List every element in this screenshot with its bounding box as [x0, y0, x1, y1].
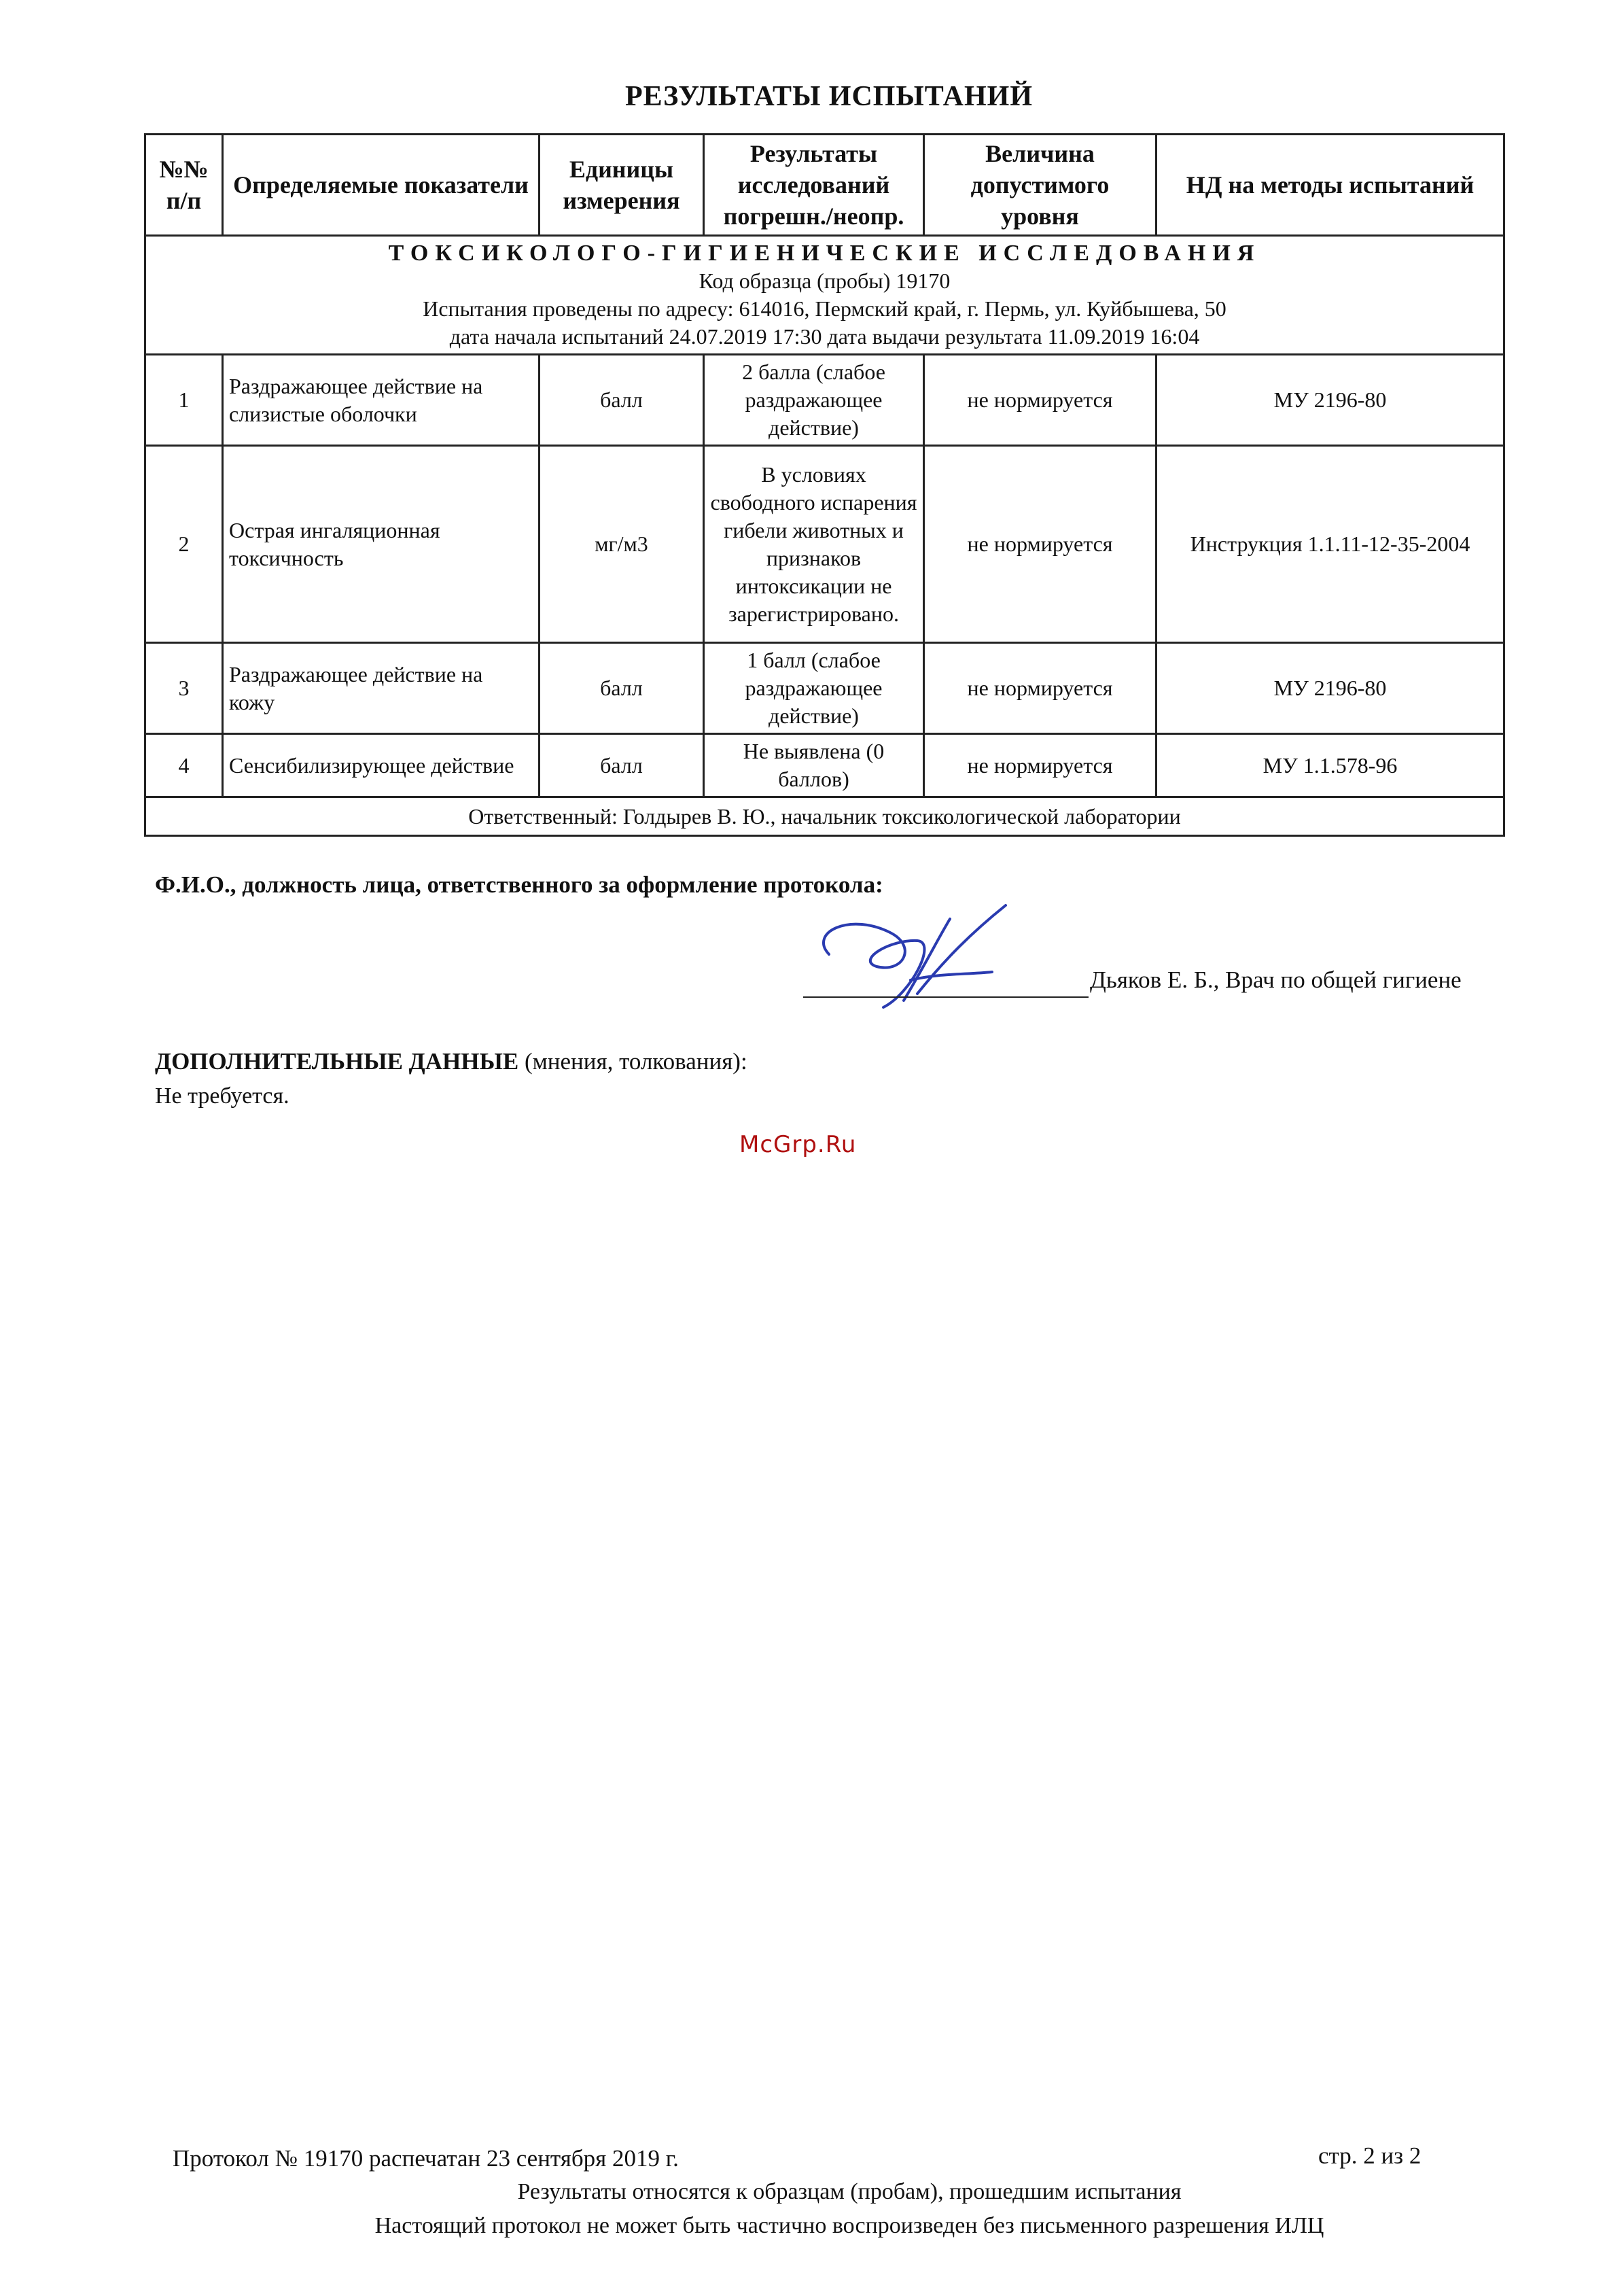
test-dates: дата начала испытаний 24.07.2019 17:30 дата выдачи результата 11.09.2019 16:04	[449, 324, 1200, 349]
sample-code: Код образца (пробы) 19170	[699, 268, 951, 293]
row-indicator: Сенсибилизирующее действие	[223, 734, 540, 797]
fio-label: Ф.И.О., должность лица, ответственного за оформление протокола:	[155, 871, 883, 898]
row-method: МУ 2196-80	[1156, 355, 1504, 446]
extra-data-heading	[155, 1048, 747, 1075]
responsible-row	[145, 797, 1504, 836]
row-method: МУ 1.1.578-96	[1156, 734, 1504, 797]
row-limit: не нормируется	[924, 355, 1156, 446]
row-unit: балл	[540, 355, 704, 446]
test-address: Испытания проведены по адресу: 614016, Пермский край, г. Пермь, ул. Куйбышева, 50	[423, 296, 1226, 321]
signature-image	[802, 892, 1033, 1021]
row-unit: балл	[540, 734, 704, 797]
header-results: Результаты исследований погрешн./неопр.	[704, 135, 924, 236]
row-unit: мг/м3	[540, 446, 704, 643]
extra-data-subtitle: (мнения, толкования):	[518, 1048, 747, 1075]
extra-data-text: Не требуется.	[155, 1083, 289, 1109]
header-method: НД на методы испытаний	[1156, 135, 1504, 236]
watermark: McGrp.Ru	[739, 1131, 857, 1158]
header-indicator: Определяемые показатели	[223, 135, 540, 236]
row-indicator: Раздражающее действие на кожу	[223, 643, 540, 734]
row-method: МУ 2196-80	[1156, 643, 1504, 734]
footer-note: Результаты относятся к образцам (пробам), прошедшим испытания	[517, 2179, 1182, 2204]
responsible-person: Ответственный: Голдырев В. Ю., начальник токсикологической лаборатории	[145, 797, 1504, 836]
signer-name: Дьяков Е. Б., Врач по общей гигиене	[1090, 967, 1462, 993]
row-result: В условиях свободного испарения гибели животных и признаков интоксикации не зарегистрировано.	[704, 446, 924, 643]
row-indicator: Раздражающее действие на слизистые оболочки	[223, 355, 540, 446]
section-row	[145, 236, 1504, 355]
row-unit: балл	[540, 643, 704, 734]
row-limit: не нормируется	[924, 734, 1156, 797]
row-limit: не нормируется	[924, 446, 1156, 643]
extra-data-title: ДОПОЛНИТЕЛЬНЫЕ ДАННЫЕ	[155, 1048, 519, 1075]
row-result: Не выявлена (0 баллов)	[704, 734, 924, 797]
signature-stroke	[824, 905, 1006, 1007]
row-result: 1 балл (слабое раздражающее действие)	[704, 643, 924, 734]
table-row	[145, 355, 1504, 446]
row-num: 2	[145, 446, 223, 643]
footer-page-number: стр. 2 из 2	[1318, 2142, 1421, 2169]
row-num: 3	[145, 643, 223, 734]
header-num: №№ п/п	[145, 135, 223, 236]
header-units: Единицы измерения	[540, 135, 704, 236]
results-table	[144, 133, 1505, 837]
section-title: ТОКСИКОЛОГО-ГИГИЕНИЧЕСКИЕ ИССЛЕДОВАНИЯ	[388, 241, 1261, 266]
row-indicator: Острая ингаляционная токсичность	[223, 446, 540, 643]
section-info	[145, 236, 1504, 355]
row-limit: не нормируется	[924, 643, 1156, 734]
signature-line	[803, 996, 1089, 998]
table-header-row	[145, 135, 1504, 236]
footer-copyright-note: Настоящий протокол не может быть частично воспроизведен без письменного разрешения ИЛЦ	[374, 2213, 1324, 2238]
footer-protocol: Протокол № 19170 распечатан 23 сентября 2019 г.	[173, 2145, 679, 2172]
table-row	[145, 643, 1504, 734]
table-row	[145, 734, 1504, 797]
page-title: РЕЗУЛЬТАТЫ ИСПЫТАНИЙ	[625, 81, 1033, 112]
row-result: 2 балла (слабое раздражающее действие)	[704, 355, 924, 446]
header-limit: Величина допустимого уровня	[924, 135, 1156, 236]
row-num: 4	[145, 734, 223, 797]
row-method: Инструкция 1.1.11-12-35-2004	[1156, 446, 1504, 643]
table-row	[145, 446, 1504, 643]
row-num: 1	[145, 355, 223, 446]
